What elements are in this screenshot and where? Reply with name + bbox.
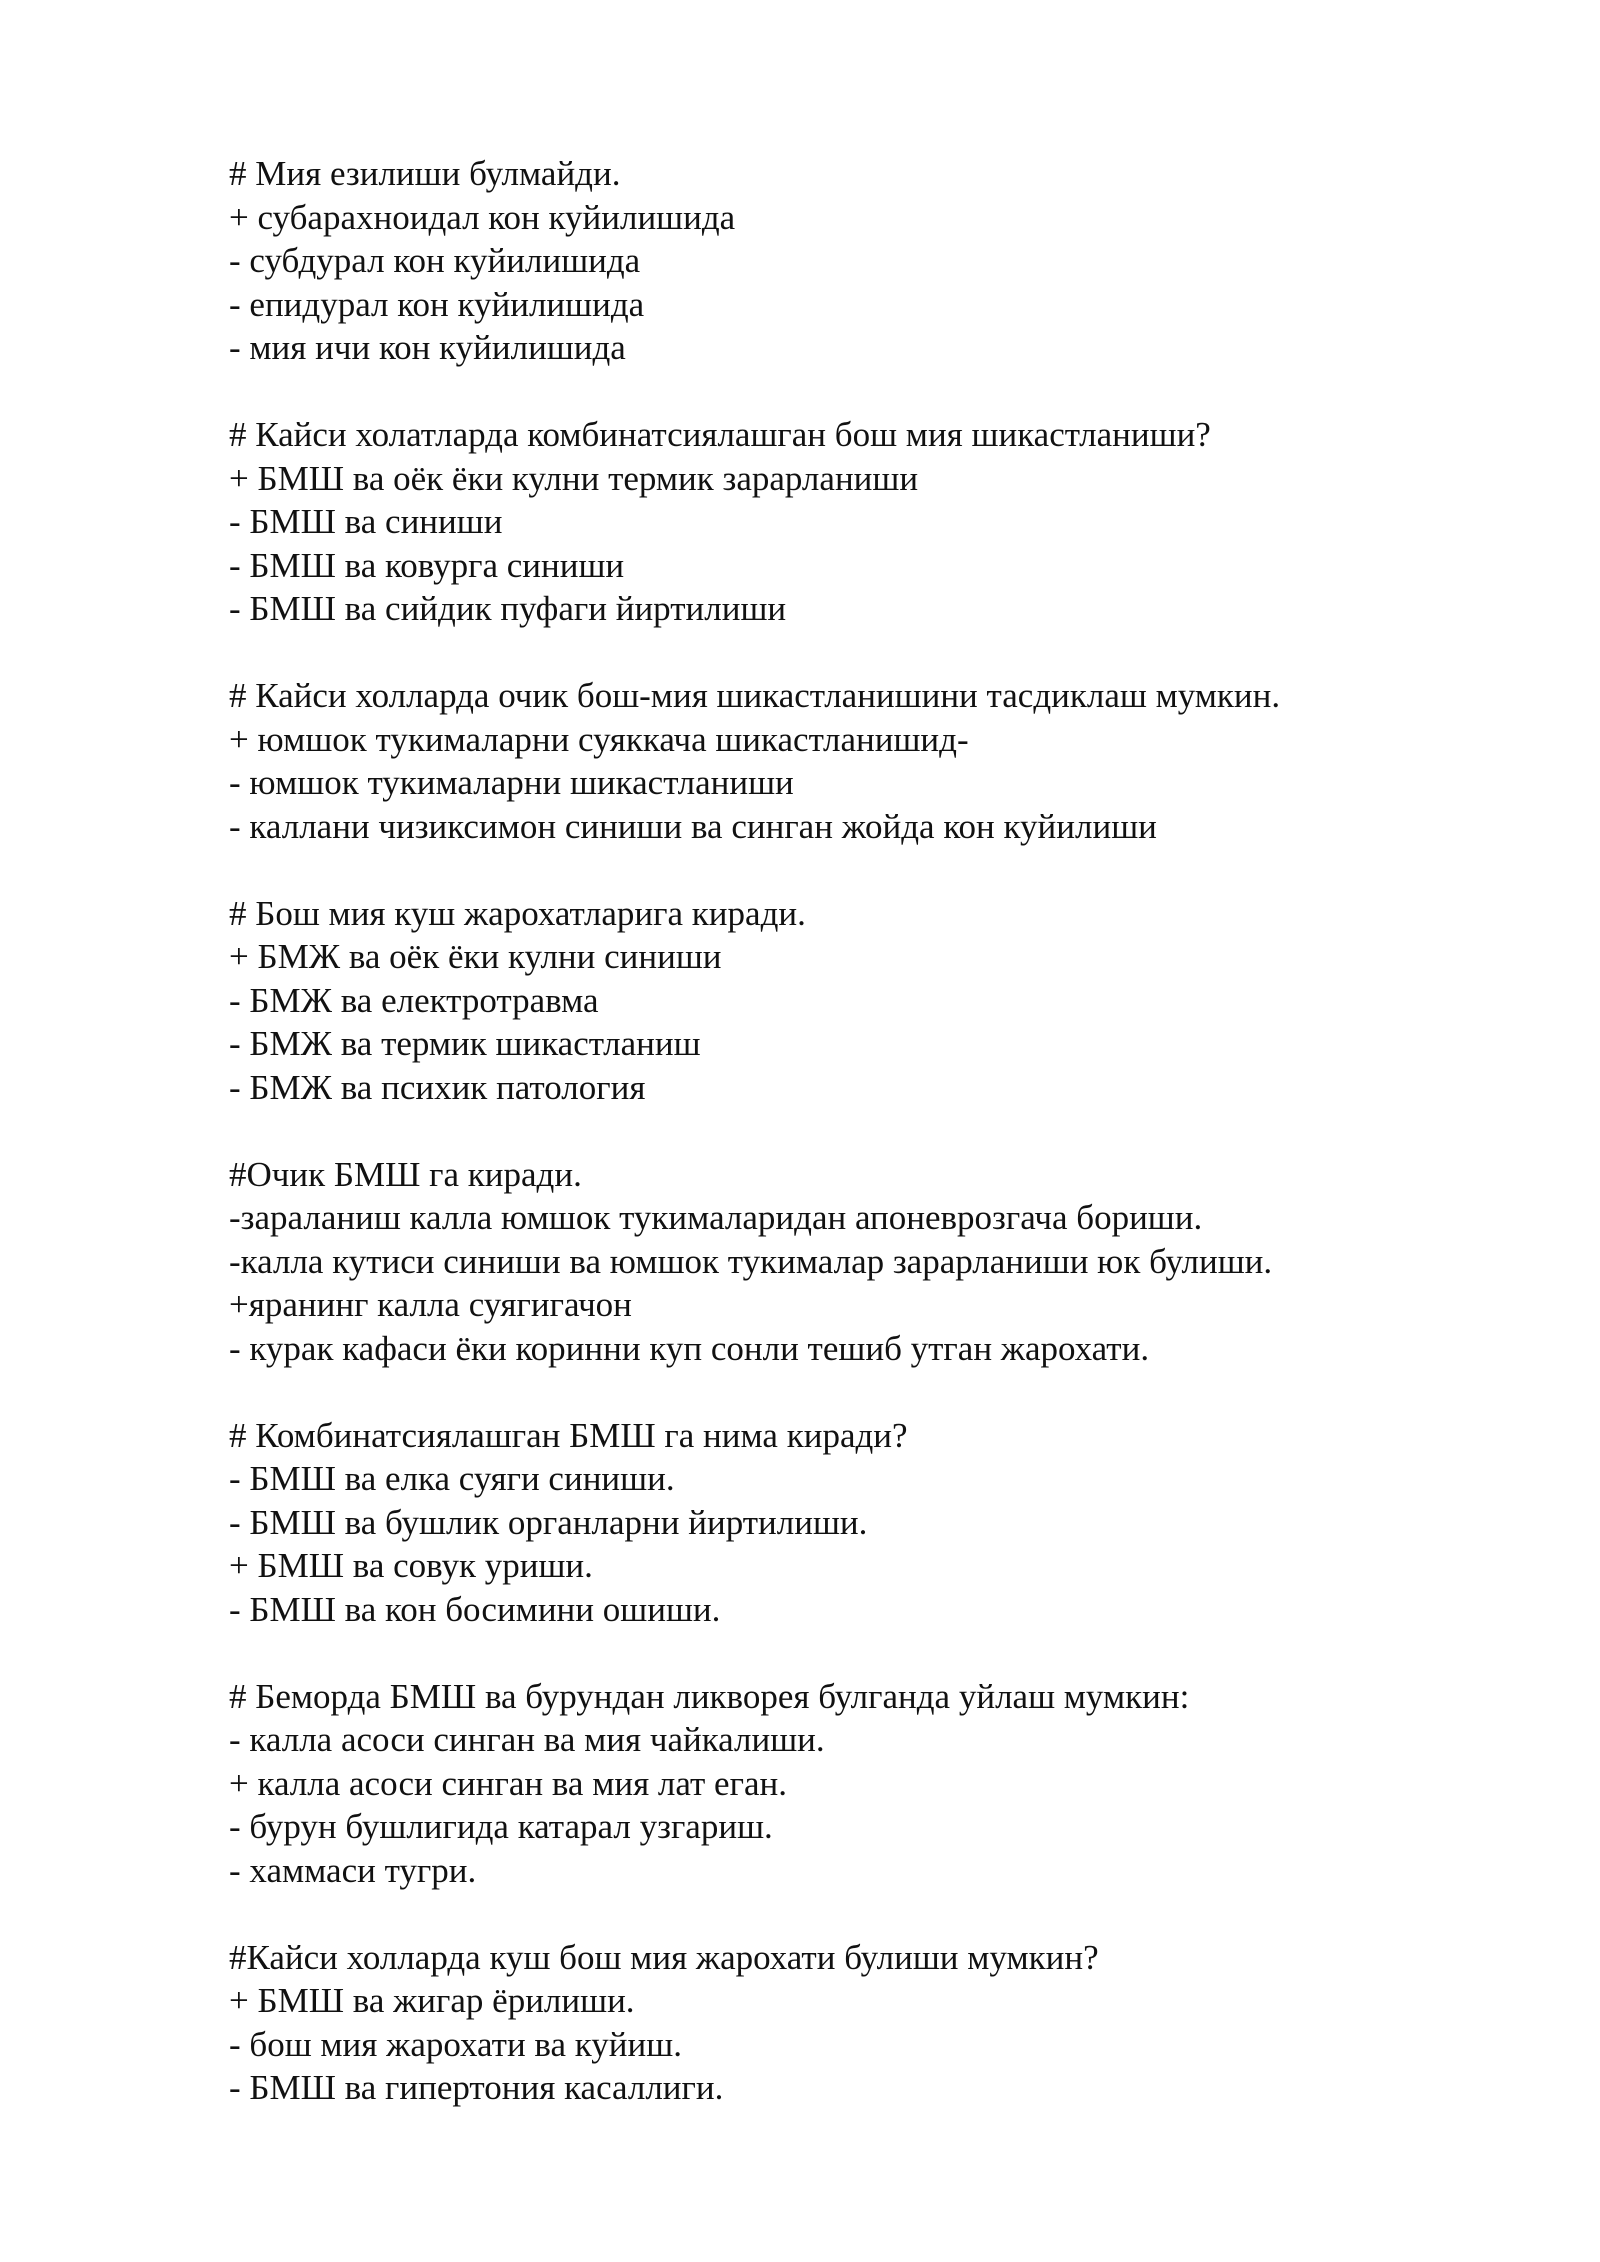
answer-option: - мия ичи кон куйилишида [229, 328, 626, 367]
document-content [229, 152, 1429, 2153]
question-text: #Очик БМШ га киради. [229, 1154, 582, 1194]
question-text: # Кайси холатларда комбинатсиялашган бош мия шикастланиши? [229, 415, 1211, 454]
answer-option: - БМЖ ва електротравма [229, 980, 599, 1020]
answer-option: - БМШ ва сийдик пуфаги йиртилиши [229, 589, 787, 628]
answer-option: + БМШ ва жигар ёрилиши. [229, 1981, 635, 2020]
answer-option: - каллани чизиксимон синиши ва синган жойда кон куйилиши [229, 806, 1157, 846]
answer-option: - БМШ ва ковурга синиши [229, 545, 625, 585]
answer-option: - калла асоси синган ва мия чайкалиши. [229, 1720, 825, 1759]
answer-option: + субарахноидал кон куйилишида [229, 197, 736, 237]
question-block [229, 152, 1429, 370]
answer-option: + БМШ ва совук уриши. [229, 1546, 593, 1585]
answer-option: + БМШ ва оёк ёки кулни термик зарарланиши [229, 458, 919, 498]
answer-option: - курак кафаси ёки коринни куп сонли тешиб утган жарохати. [229, 1328, 1150, 1368]
answer-option: - субдурал кон куйилишида [229, 241, 641, 280]
answer-option: - БМШ ва гипертония касаллиги. [229, 2068, 724, 2107]
answer-option: - БМШ ва елка суяги синиши. [229, 1459, 675, 1498]
question-block [229, 674, 1429, 848]
answer-option: - БМШ ва кон босимини ошиши. [229, 1589, 721, 1629]
question-text: # Комбинатсиялашган БМШ га нима киради? [229, 1415, 908, 1455]
answer-option: - БМШ ва синиши [229, 502, 503, 541]
answer-option: -зараланиш калла юмшок тукималаридан апоневрозгача бориши. [229, 1198, 1203, 1237]
question-block [229, 1936, 1429, 2110]
question-text: # Беморда БМШ ва бурундан ликворея булганда уйлаш мумкин: [229, 1676, 1190, 1716]
answer-option: - бош мия жарохати ва куйиш. [229, 2024, 682, 2064]
answer-option: - БМЖ ва термик шикастланиш [229, 1024, 701, 1063]
question-block [229, 413, 1429, 631]
question-text: # Бош мия куш жарохатларига киради. [229, 893, 806, 933]
question-text: #Кайси холларда куш бош мия жарохати булиши мумкин? [229, 1937, 1099, 1977]
answer-option: + калла асоси синган ва мия лат еган. [229, 1763, 787, 1803]
question-text: # Мия езилиши булмайди. [229, 154, 621, 193]
answer-option: - юмшок тукималарни шикастланиши [229, 763, 794, 802]
answer-option: - БМЖ ва психик патология [229, 1067, 646, 1107]
answer-option: - бурун бушлигида катарал узгариш. [229, 1807, 773, 1846]
answer-option: - хаммаси тугри. [229, 1850, 477, 1890]
answer-option: - БМШ ва бушлик органларни йиртилиши. [229, 1502, 868, 1542]
question-block [229, 1153, 1429, 1371]
answer-option: + БМЖ ва оёк ёки кулни синиши [229, 937, 722, 976]
question-block [229, 1675, 1429, 1893]
answer-option: - епидурал кон куйилишида [229, 284, 645, 324]
answer-option: -калла кутиси синиши ва юмшок тукималар зарарланиши юк булиши. [229, 1241, 1273, 1281]
question-block [229, 892, 1429, 1110]
answer-option: + юмшок тукималарни суяккача шикастланишид- [229, 719, 969, 759]
question-block [229, 1414, 1429, 1632]
question-text: # Кайси холларда очик бош-мия шикастланишини тасдиклаш мумкин. [229, 676, 1281, 715]
answer-option: +яранинг калла суягигачон [229, 1285, 632, 1324]
